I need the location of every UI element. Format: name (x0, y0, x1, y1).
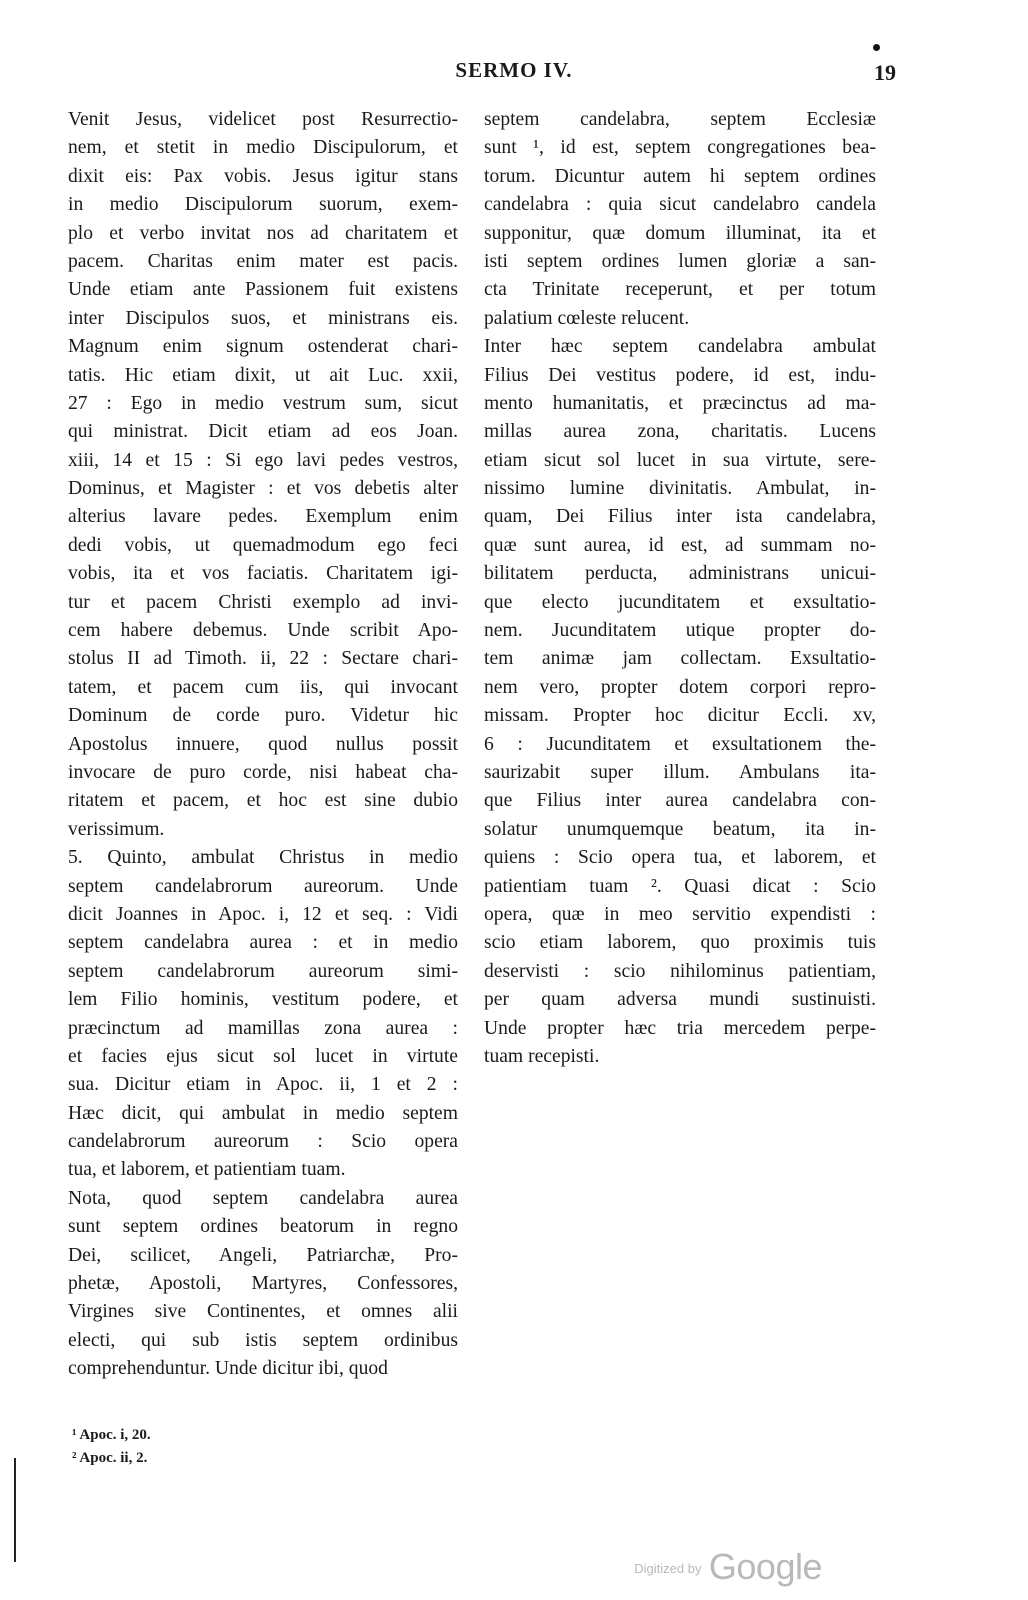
footnote-2: ² Apoc. ii, 2. (72, 1450, 148, 1466)
text-line: phetæ, Apostoli, Martyres, Confessores, (68, 1273, 458, 1295)
text-line: comprehenduntur. Unde dicitur ibi, quod (68, 1358, 388, 1380)
text-line: dixit eis: Pax vobis. Jesus igitur stans (68, 165, 458, 187)
text-line: Dei, scilicet, Angeli, Patriarchæ, Pro- (68, 1244, 458, 1266)
text-line: alterius lavare pedes. Exemplum enim (68, 506, 458, 528)
text-line: solatur unumquemque beatum, ita in- (484, 818, 876, 840)
text-line: Venit Jesus, videlicet post Resurrectio- (68, 109, 458, 130)
text-line: que electo jucunditatem et exsultatio- (484, 591, 876, 613)
watermark-brand: Google (708, 1546, 822, 1587)
footnotes (72, 1424, 151, 1470)
text-line: vobis, ita et vos faciatis. Charitatem igi- (68, 563, 458, 585)
text-line: isti septem ordines lumen gloriæ a san- (484, 250, 876, 272)
text-line: Unde etiam ante Passionem fuit existens (68, 279, 458, 301)
running-title: SERMO IV. (455, 58, 573, 82)
text-line: quæ sunt aurea, id est, ad summam no- (484, 534, 876, 556)
text-line: Inter hæc septem candelabra ambulat (484, 336, 876, 358)
text-line: septem candelabrorum aureorum simi- (68, 960, 458, 982)
text-line: nem vero, propter dotem corpori repro- (484, 676, 876, 698)
text-line: Dominum de corde puro. Videtur hic (68, 705, 458, 727)
text-line: nem, et stetit in medio Discipulorum, et (68, 137, 458, 159)
text-line: sunt septem ordines beatorum in regno (68, 1216, 458, 1238)
text-line: invocare de puro corde, nisi habeat cha- (68, 761, 458, 783)
text-line: tuam recepisti. (484, 1045, 600, 1067)
text-line: tur et pacem Christi exemplo ad invi- (68, 591, 458, 613)
text-line: supponitur, quæ domum illuminat, ita et (484, 222, 876, 244)
text-line: 27 : Ego in medio vestrum sum, sicut (68, 392, 458, 414)
text-line: dedi vobis, ut quemadmodum ego feci (68, 534, 458, 556)
text-line: 6 : Jucunditatem et exsultationem the- (484, 733, 876, 755)
text-line: bilitatem perducta, administrans unicui- (484, 563, 876, 585)
text-line: verissimum. (68, 818, 165, 840)
text-line: candelabrorum aureorum : Scio opera (68, 1131, 458, 1153)
text-line: nem. Jucunditatem utique propter do- (484, 620, 876, 642)
text-line: tem animæ jam collectam. Exsultatio- (484, 648, 876, 670)
text-line: deservisti : scio nihilominus patientiam, (484, 960, 876, 982)
text-line: que Filius inter aurea candelabra con- (484, 790, 876, 812)
text-line: in medio Discipulorum suorum, exem- (68, 194, 458, 216)
text-line: ritatem et pacem, et hoc est sine dubio (68, 790, 458, 812)
text-line: quam, Dei Filius inter ista candelabra, (484, 506, 876, 528)
text-line: Filius Dei vestitus podere, id est, indu- (484, 364, 876, 386)
text-line: mento humanitatis, et præcinctus ad ma- (484, 392, 876, 414)
page-number: 19 (874, 60, 896, 85)
text-line: patientiam tuam ². Quasi dicat : Scio (484, 875, 876, 897)
text-line: lem Filio hominis, vestitum podere, et (68, 989, 458, 1011)
text-line: quiens : Scio opera tua, et laborem, et (484, 847, 876, 869)
text-line: millas aurea zona, charitatis. Lucens (484, 421, 876, 443)
text-line: candelabra : quia sicut candelabro candela (484, 194, 876, 216)
text-line: xiii, 14 et 15 : Si ego lavi pedes vestros, (68, 449, 458, 471)
text-line: etiam sicut sol lucet in sua virtute, sere- (484, 449, 876, 471)
footnote-1: ¹ Apoc. i, 20. (72, 1427, 151, 1443)
scan-edge-mark (14, 1458, 16, 1562)
text-line: Hæc dicit, qui ambulat in medio septem (68, 1102, 458, 1124)
text-line: Nota, quod septem candelabra aurea (68, 1187, 458, 1209)
text-line: Unde propter hæc tria mercedem perpe- (484, 1017, 876, 1039)
text-line: saurizabit super illum. Ambulans ita- (484, 761, 876, 783)
text-line: Apostolus innuere, quod nullus possit (68, 733, 458, 755)
text-line: tua, et laborem, et patientiam tuam. (68, 1159, 346, 1181)
text-line: electi, qui sub istis septem ordinibus (68, 1329, 458, 1351)
text-line: Magnum enim signum ostenderat chari- (68, 336, 458, 358)
text-line: missam. Propter hoc dicitur Eccli. xv, (484, 705, 876, 727)
text-line: septem candelabra, septem Ecclesiæ (484, 109, 876, 130)
text-line: 5. Quinto, ambulat Christus in medio (68, 847, 458, 869)
text-line: et facies ejus sicut sol lucet in virtute (68, 1045, 458, 1067)
text-line: septem candelabra aurea : et in medio (68, 932, 458, 954)
text-line: cta Trinitate receperunt, et per totum (484, 279, 876, 301)
text-line: qui ministrat. Dicit etiam ad eos Joan. (68, 421, 458, 443)
text-line: scio etiam laborem, quo proximis tuis (484, 932, 876, 954)
text-line: Virgines sive Continentes, et omnes alii (68, 1301, 458, 1323)
google-watermark (634, 1546, 822, 1586)
text-line: Dominus, et Magister : et vos debetis alter (68, 478, 458, 500)
watermark-prefix: Digitized by (634, 1561, 702, 1576)
text-line: præcinctum ad mamillas zona aurea : (68, 1017, 458, 1039)
text-line: sunt ¹, id est, septem congregationes bea- (484, 137, 876, 159)
text-line: palatium cœleste relucent. (484, 307, 690, 329)
ink-dot (873, 44, 880, 51)
text-line: opera, quæ in meo servitio expendisti : (484, 903, 876, 925)
text-line: plo et verbo invitat nos ad charitatem et (68, 222, 458, 244)
page-header (0, 58, 1028, 94)
text-line: pacem. Charitas enim mater est pacis. (68, 250, 458, 272)
text-line: stolus II ad Timoth. ii, 22 : Sectare chari- (68, 648, 458, 670)
text-line: cem habere debemus. Unde scribit Apo- (68, 620, 458, 642)
text-line: sua. Dicitur etiam in Apoc. ii, 1 et 2 : (68, 1074, 458, 1096)
text-line: tatis. Hic etiam dixit, ut ait Luc. xxii, (68, 364, 458, 386)
text-line: dicit Joannes in Apoc. i, 12 et seq. : Vidi (68, 903, 458, 925)
text-line: nissimo lumine divinitatis. Ambulat, in- (484, 478, 876, 500)
text-line: inter Discipulos suos, et ministrans eis. (68, 307, 458, 329)
text-line: tatem, et pacem cum iis, qui invocant (68, 676, 458, 698)
text-line: torum. Dicuntur autem hi septem ordines (484, 165, 876, 187)
left-column (68, 106, 458, 1384)
right-column (484, 106, 876, 1071)
text-line: septem candelabrorum aureorum. Unde (68, 875, 458, 897)
text-line: per quam adversa mundi sustinuisti. (484, 989, 876, 1011)
